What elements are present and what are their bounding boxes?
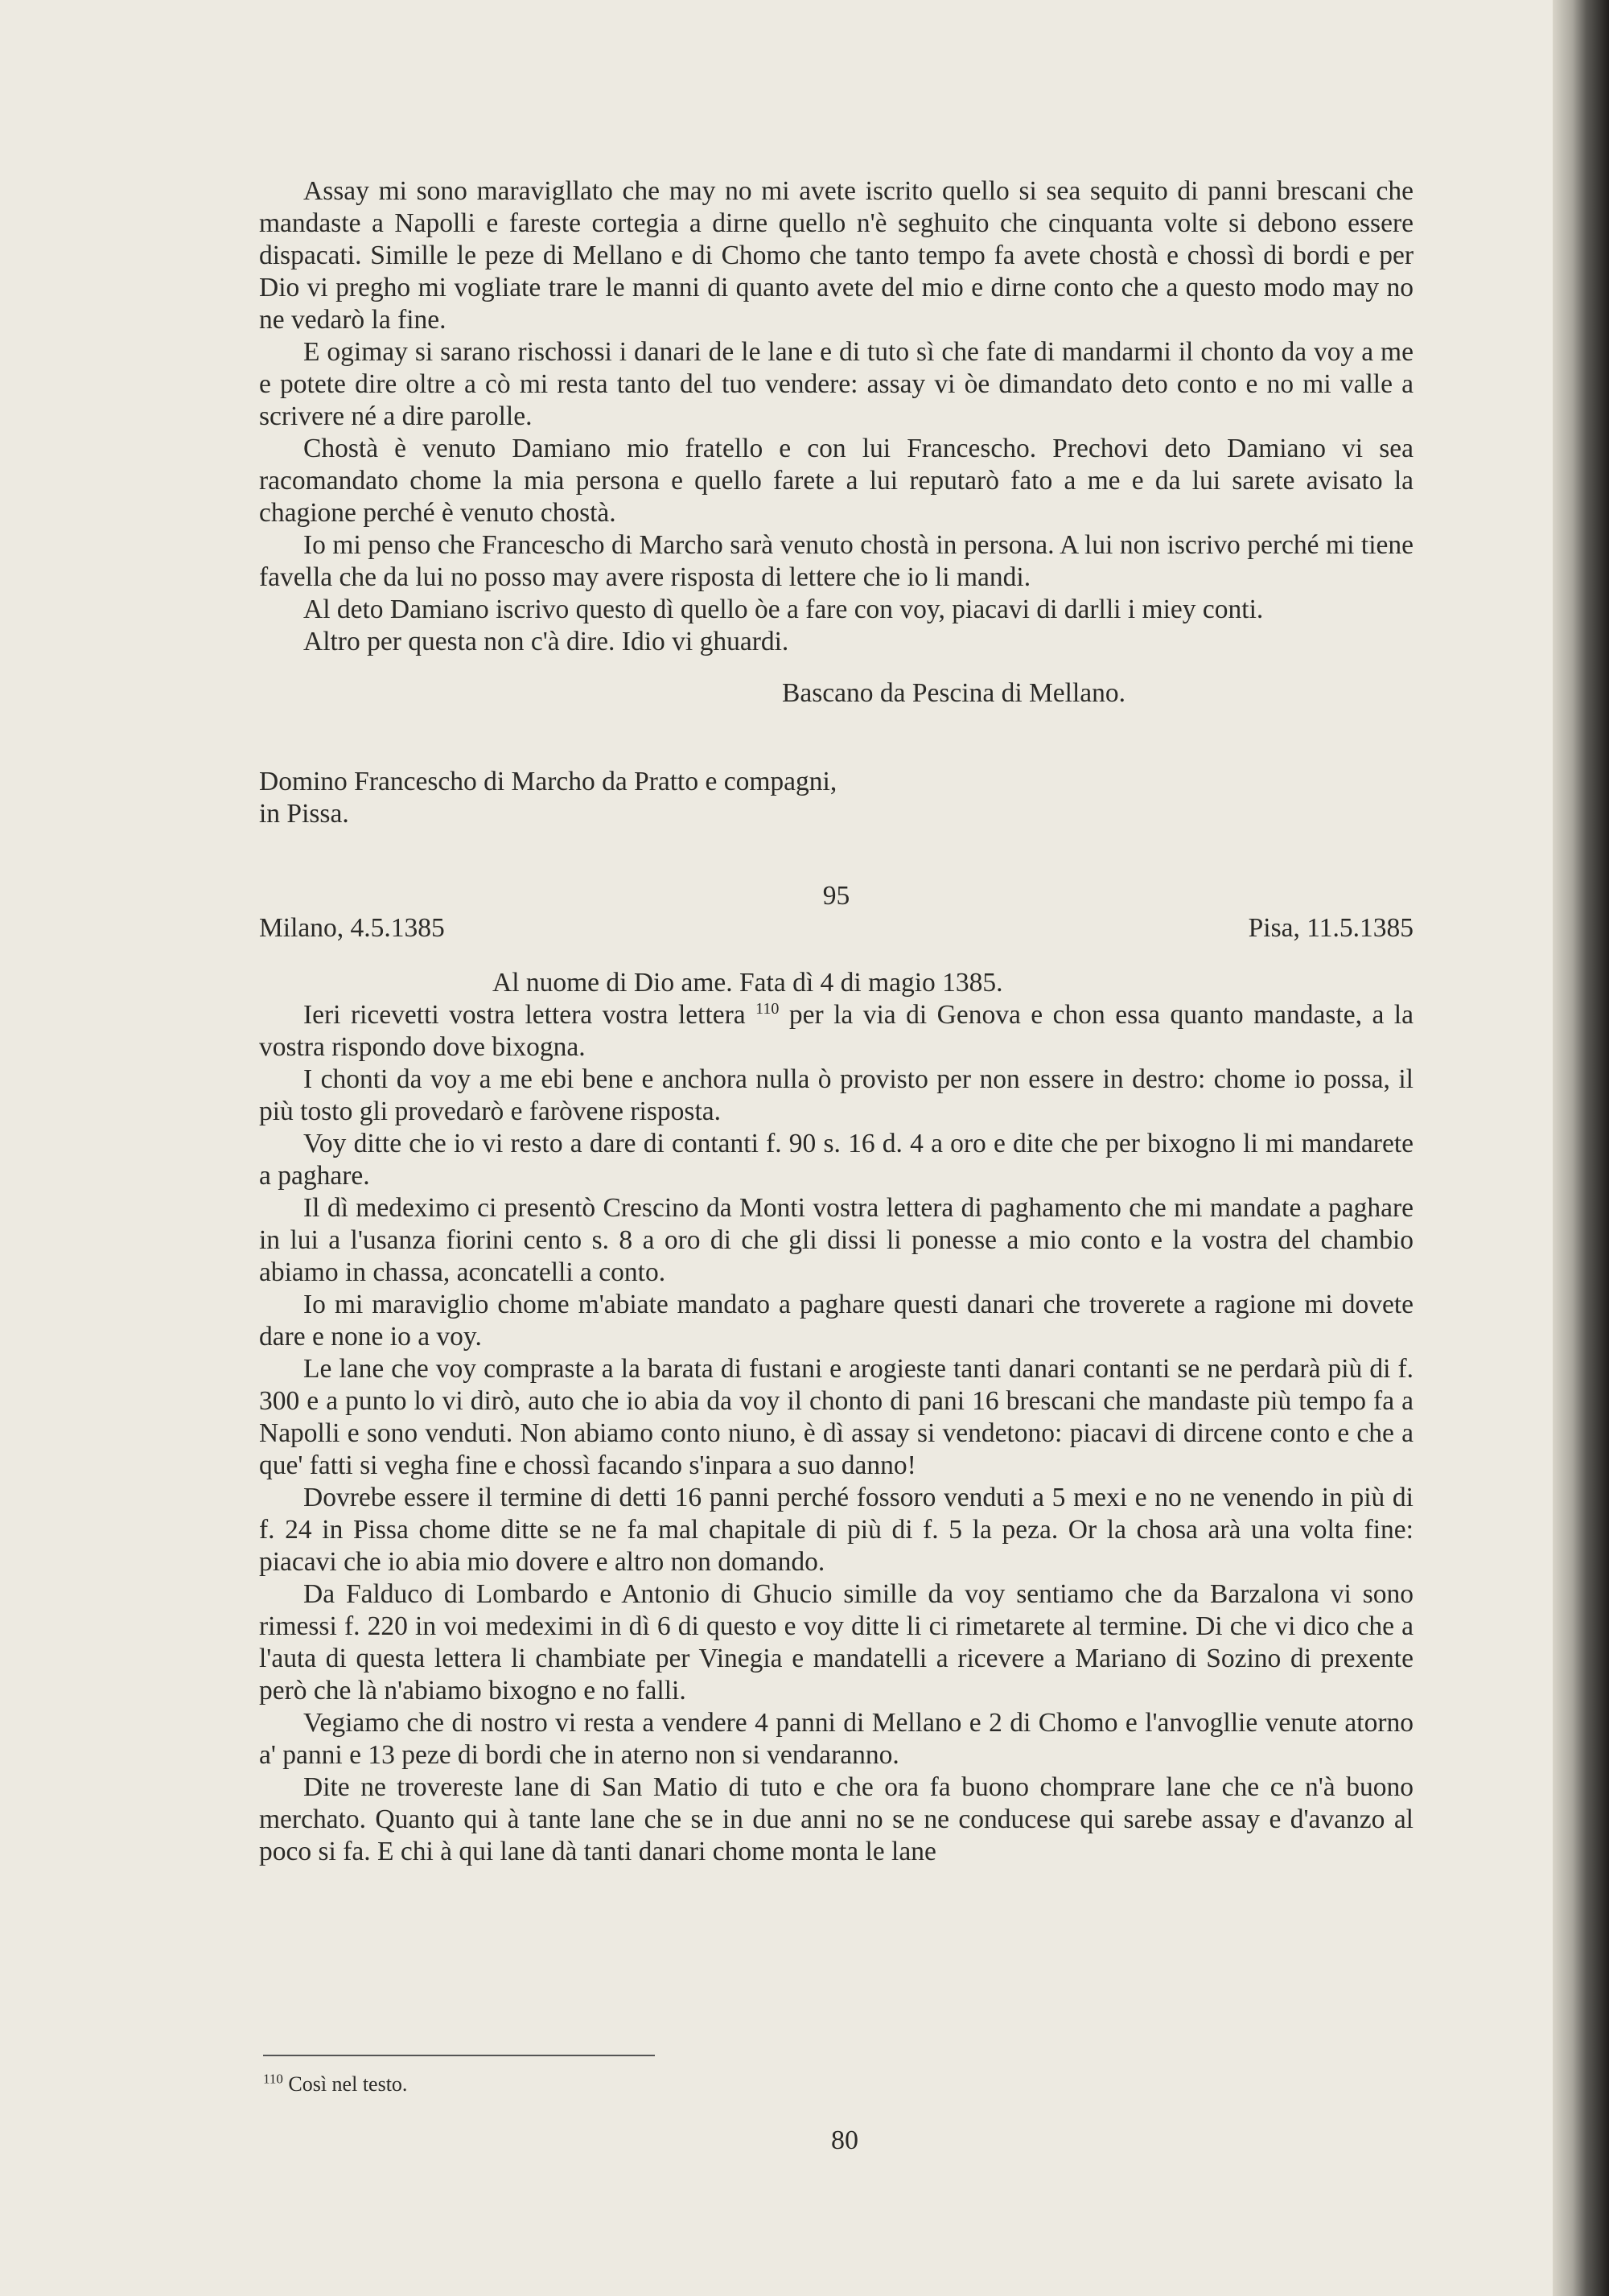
paragraph-text: Ieri ricevetti vostra lettera vostra lettera xyxy=(303,1000,756,1030)
paragraph: Dite ne trovereste lane di San Matio di tuto e che ora fa buono chomprare lane che ce n'à buono merchato. Quanto qui à tante lane che se in due anni no se ne conducese qui sarebe assay e d'avanzo al poco si fa. E chi à qui lane dà tanti danari chome monta le lane xyxy=(259,1772,1414,1866)
paragraph: Assay mi sono maravigllato che may no mi avete iscrito quello si sea sequito di panni brescani che mandaste a Napolli e fareste cortegia a dirne quello n'è seghuito che cinquanta volte si debono essere dispacati. Simille le peze di Mellano e di Chomo che tanto tempo fa avete chostà e chossì di bordi e per Dio vi pregho mi vogliate trare le manni di quanto avete del mio e dirne conto che a questo modo may no ne vedarò la fine. xyxy=(259,176,1414,335)
paragraph: Vegiamo che di nostro vi resta a vendere 4 panni di Mellano e 2 di Chomo e l'anvogllie venute atorno a' panni e 13 peze di bordi che in aterno non si vendaranno. xyxy=(259,1708,1414,1770)
footnote-reference: 110 xyxy=(755,999,780,1018)
address-line: Domino Francescho di Marcho da Pratto e compagni, xyxy=(259,767,837,796)
letter-heading: Al nuome di Dio ame. Fata dì 4 di magio 1385. xyxy=(492,968,1003,998)
paragraph: E ogimay si sarano rischossi i danari de le lane e di tuto sì che fate di mandarmi il chonto da voy a me e potete dire oltre a cò mi resta tanto del tuo vendere: assay vi òe dimandato deto conto e no mi valle a scrivere né a dire parolle. xyxy=(259,337,1414,431)
paragraph: I chonti da voy a me ebi bene e anchora nulla ò provisto per non essere in destro: chome io possa, il più tosto gli provedarò e faròvene risposta. xyxy=(259,1064,1414,1126)
footnote-text: Così nel testo. xyxy=(288,2072,408,2096)
paragraph: Le lane che voy compraste a la barata di fustani e arogieste tanti danari contanti se ne perdarà più di f. 300 e a punto lo vi dirò, auto che io abia da voy il chonto di pani 16 brescani che mandaste più tempo fa a Napolli e sono venduti. Non abiamo conto niuno, è dì assay si vendetono: piacavi di dircene conto e che a que' fatti si vegha fine e chossì facando s'inpara a suo danno! xyxy=(259,1354,1414,1480)
address-line: in Pissa. xyxy=(259,799,349,829)
letter-dates xyxy=(259,912,1414,944)
page-number: 80 xyxy=(831,2125,858,2155)
paragraph: Altro per questa non c'à dire. Idio vi ghuardi. xyxy=(303,627,789,656)
book-spine-shadow xyxy=(1553,0,1609,2296)
footnote-separator xyxy=(263,2055,655,2056)
letter-number: 95 xyxy=(822,881,850,911)
paragraph: Il dì medeximo ci presentò Crescino da Monti vostra lettera di paghamento che mi mandate a paghare in lui a l'usanza fiorini cento s. 8 a oro di che gli dissi li ponesse a mio conto e la vostra del chambio abiamo in chassa, aconcatelli a conto. xyxy=(259,1193,1414,1287)
paragraph: Dovrebe essere il termine di detti 16 panni perché fossoro venduti a 5 mexi e no ne venendo in più di f. 24 in Pissa chome ditte se ne fa mal chapitale di più di f. 5 la peza. Or la chosa arà una volta fine: piacavi che io abia mio dovere e altro non domando. xyxy=(259,1483,1414,1577)
paragraph: Voy ditte che io vi resto a dare di contanti f. 90 s. 16 d. 4 a oro e dite che per bixogno li mi mandarete a paghare. xyxy=(259,1129,1414,1191)
letter-address xyxy=(259,766,1414,830)
paragraph: Chostà è venuto Damiano mio fratello e con lui Francescho. Prechovi deto Damiano vi sea racomandato chome la mia persona e quello farete a lui reputarò fato a me e da lui sarete avisato la chagione perché è venuto chostà. xyxy=(259,434,1414,528)
letter-signature: Bascano da Pescina di Mellano. xyxy=(782,678,1126,708)
date-sent: Milano, 4.5.1385 xyxy=(259,913,445,943)
paragraph xyxy=(259,999,1414,1064)
main-text xyxy=(259,175,1414,1868)
paragraph-text: per la via di Genova e chon essa quanto mandaste, a la vostra rispondo dove bixogna. xyxy=(259,1000,1414,1062)
paragraph: Io mi maraviglio chome m'abiate mandato a paghare questi danari che troverete a ragione mi dovete dare e none io a voy. xyxy=(259,1290,1414,1352)
footnote-number: 110 xyxy=(263,2071,283,2087)
paragraph: Al deto Damiano iscrivo questo dì quello òe a fare con voy, piacavi di darlli i miey conti. xyxy=(303,595,1264,624)
paragraph: Io mi penso che Francescho di Marcho sarà venuto chostà in persona. A lui non iscrivo perché mi tiene favella che da lui no posso may avere risposta di lettere che io li mandi. xyxy=(259,530,1414,592)
paragraph: Da Falduco di Lombardo e Antonio di Ghucio simille da voy sentiamo che da Barzalona vi sono rimessi f. 220 in voi medeximi in dì 6 di questo e voy ditte li ci rimetarete al termine. Di che vi dico che a l'auta di questa lettera li chambiate per Vinegia e mandatelli a ricevere a Mariano di Sozino di prexente però che là n'abiamo bixogno e no falli. xyxy=(259,1579,1414,1706)
date-received: Pisa, 11.5.1385 xyxy=(1248,913,1414,943)
footnote xyxy=(263,2071,407,2098)
